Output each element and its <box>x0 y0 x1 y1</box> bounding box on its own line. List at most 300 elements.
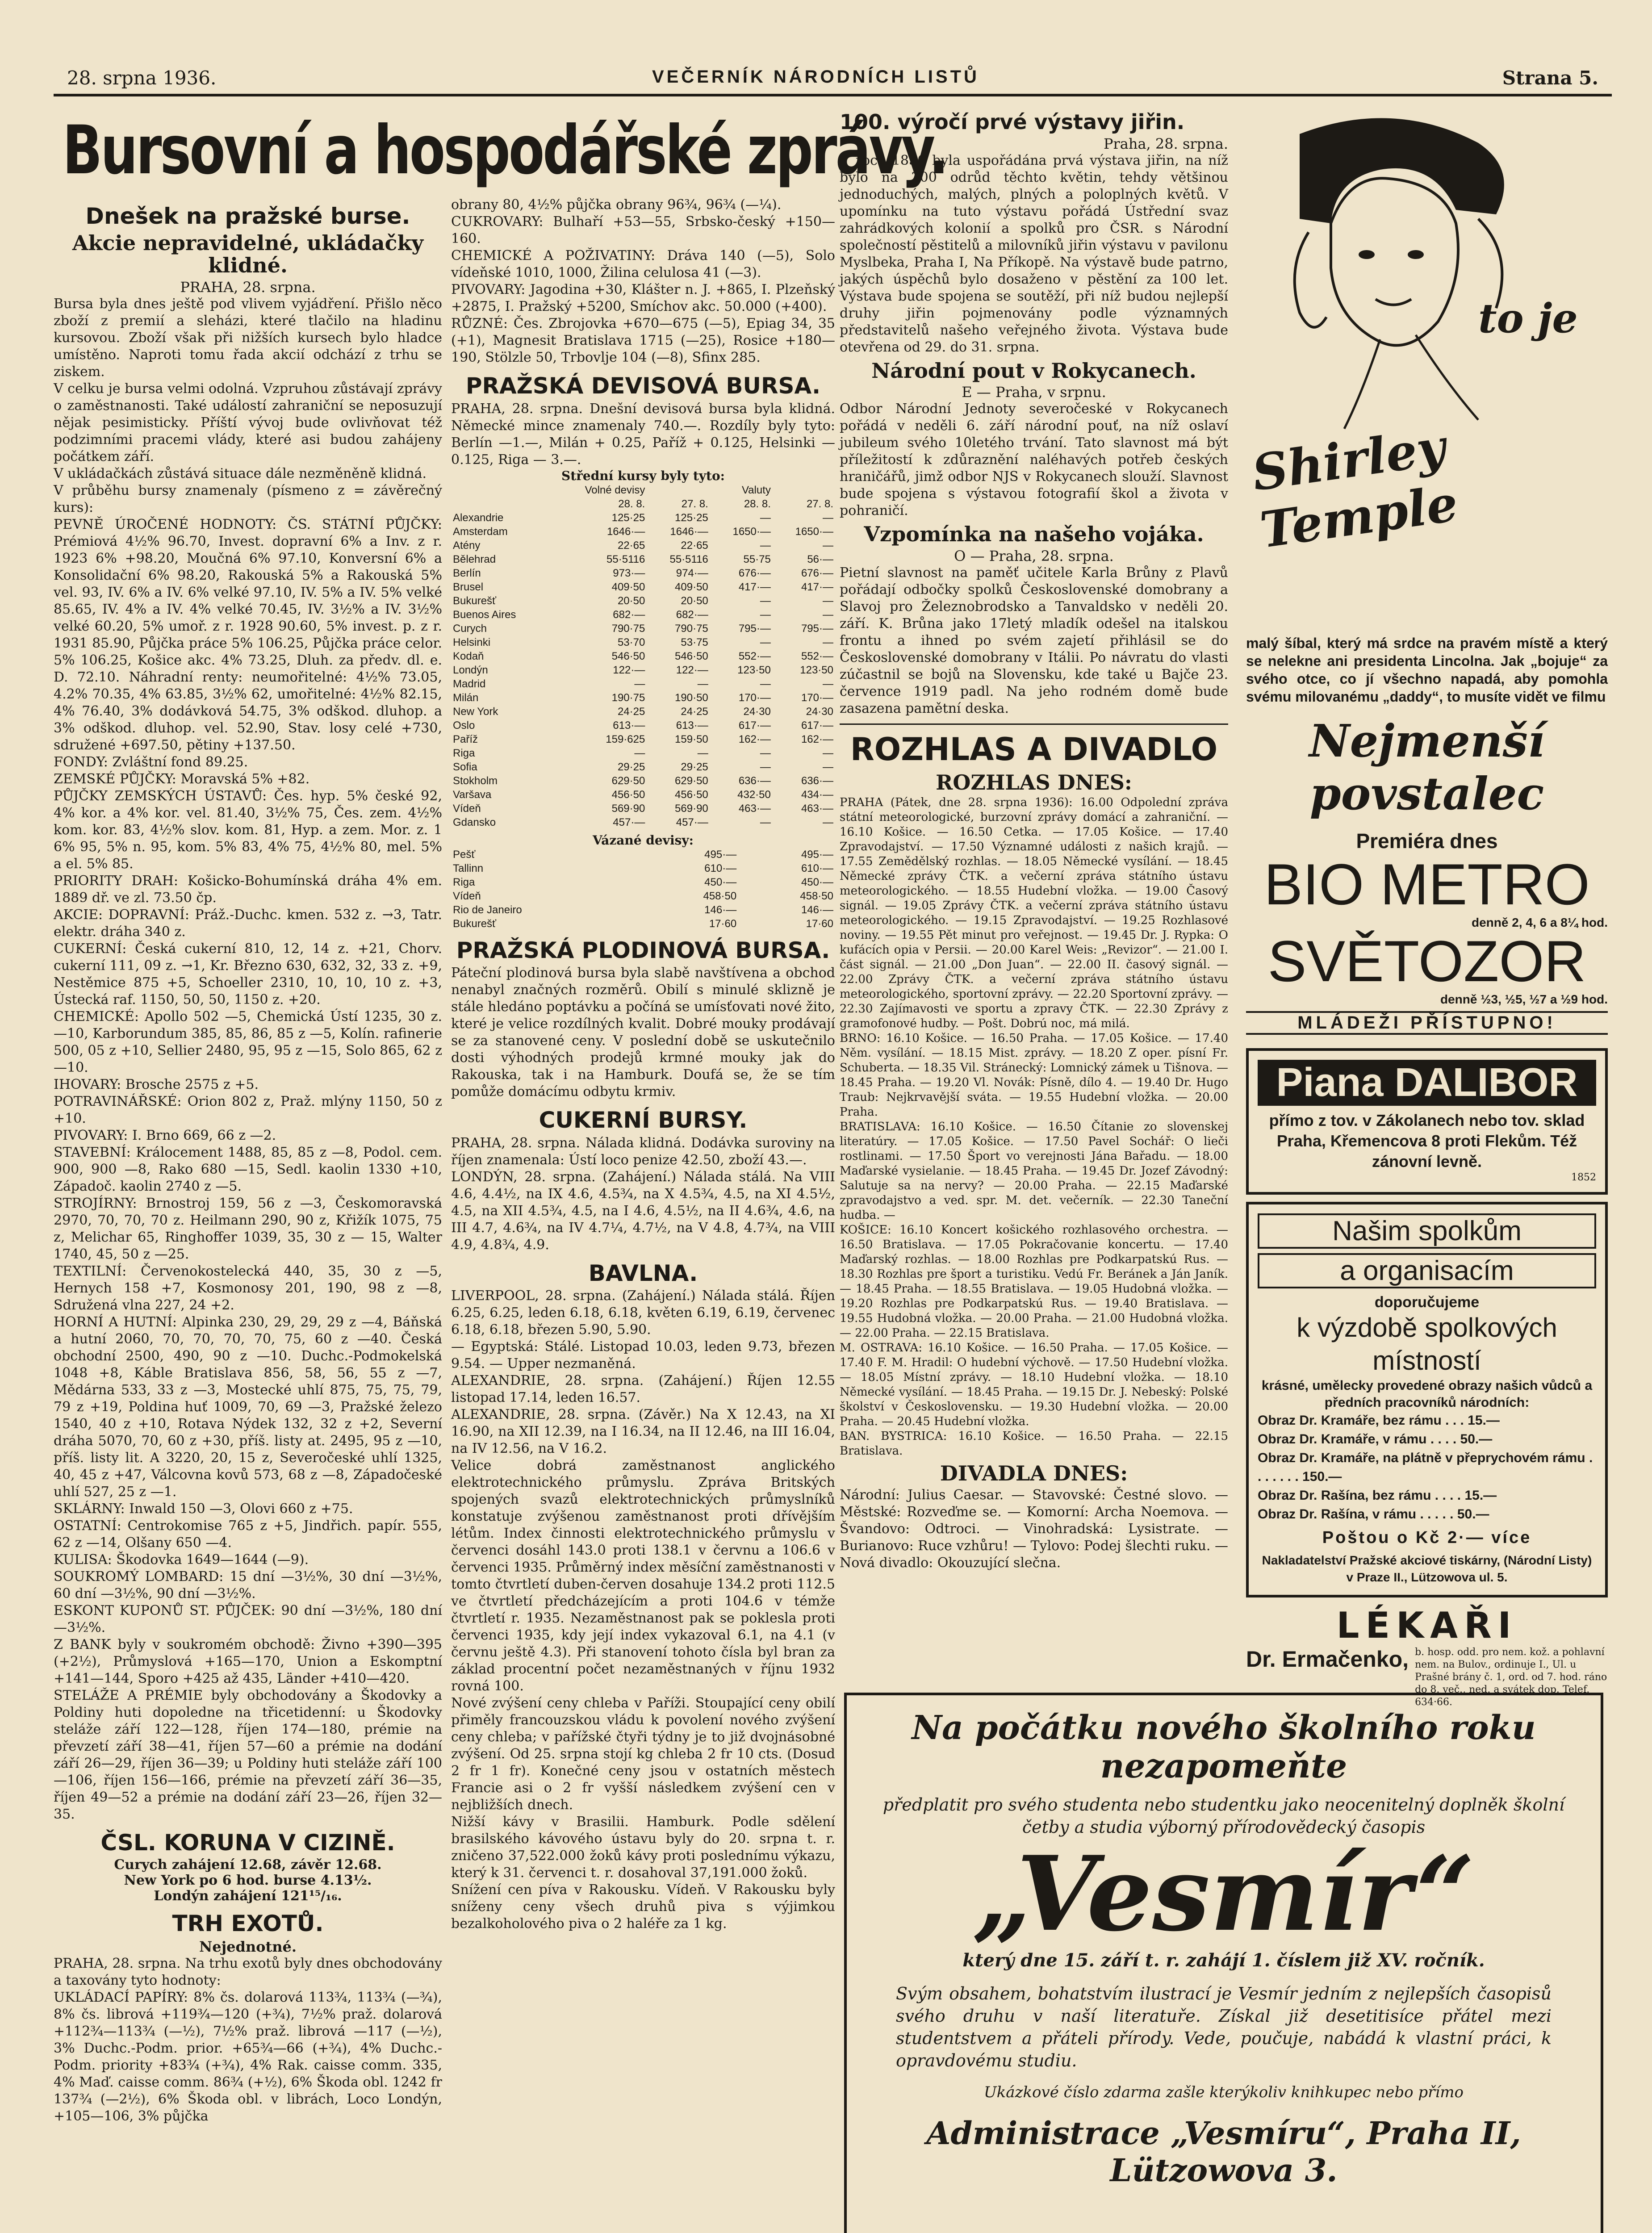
table-body <box>451 848 835 931</box>
table-cell: 1646·— <box>670 525 708 538</box>
koruna-line: New York po 6 hod. burse 4.13½. <box>124 1873 372 1889</box>
table-cell: 434·— <box>801 788 833 801</box>
piano-title: Piana DALIBOR <box>1258 1060 1596 1106</box>
piano-text: přímo z tov. v Zákolanech nebo tov. sklad Praha, Křemencova 8 proti Flekům. Též zánovní levně. <box>1269 1111 1585 1171</box>
table-cell: 170·— <box>738 691 771 704</box>
table-cell: 629·50 <box>675 774 708 787</box>
dateline: Praha, 28. srpna. <box>1103 135 1228 152</box>
table-row <box>451 815 835 829</box>
paragraph: STROJÍRNY: Brnostroj 159, 56 z —3, Českomoravská 2970, 70, 70, 70 z. Heilmann 290, 90 z, Křižík 1075, 75 z, Melichar 65, Ringhoffer 1039, 35, 30 z — 15, Walter 1740, 45, 50 z —25. <box>54 1195 442 1262</box>
radio-ostrava: M. OSTRAVA: 16.10 Košice. — 16.50 Praha. — 17.05 Košice. — 17.40 F. M. Hradil: O hudební výchově. — 17.50 Hudební vložka. — 18.05 Místní zprávy. — 18.10 Hudební vložka. — 18.10 Německé vysílání. — 18.45 Praha. — 19.15 Dr. J. Nebeský: Polské školství v Československu. — 19.30 Hudební vložka. — 20.00 Praha. — 20.45 Hudební vložka. <box>840 1341 1228 1429</box>
table-cell: Madrid <box>453 677 486 690</box>
showtimes: denně ½3, ½5, ½7 a ½9 hod. <box>1440 992 1608 1006</box>
table-row <box>451 760 835 774</box>
table-cell: 24·30 <box>743 705 771 718</box>
table-cell: 463·— <box>738 802 771 815</box>
table-cell: 613·— <box>676 719 708 732</box>
section-heading: DIVADLA DNES: <box>940 1461 1128 1486</box>
table-cell: — <box>823 636 833 648</box>
column-3 <box>840 107 1228 1679</box>
paragraph: Páteční plodinová bursa byla slabě navštívena a obchod nenabyl značných rozměrů. Obilí s minulé sklizně je stále hledáno poptávku a počíná se umísťovati nové žito, které je velice rozdílných kvalit. Dobré mouky prodávají se za stanovené ceny. V poslední době se uskutečnilo dosti výhodných prodejů krmné mouky jak do Rakouska, tak i na Hamburk. Doufá se, že se tím pomůže domácímu odbytu krmiv. <box>451 965 835 1100</box>
paragraph: POTRAVINÁŘSKÉ: Orion 802 z, Praž. mlýny 1150, 50 z +10. <box>54 1093 442 1126</box>
table-cell: Bukurešť <box>453 594 497 607</box>
table-cell: Curych <box>453 622 487 635</box>
table-cell: — <box>823 608 833 621</box>
table-cell: — <box>760 511 771 524</box>
table-cell: 546·50 <box>675 650 708 662</box>
table-cell: 125·25 <box>611 511 645 524</box>
table-cell: 629·50 <box>611 774 645 787</box>
vesmir-name: „Vesmír“ <box>972 1834 1475 1954</box>
table-cell: Berlín <box>453 567 481 579</box>
table-cell: Vídeň <box>453 802 481 815</box>
table-cell: — <box>760 816 771 828</box>
table-cell: 457·— <box>676 816 708 828</box>
radio-praha: PRAHA (Pátek, dne 28. srpna 1936): 16.00 Odpolední zpráva státní meteorologické, burzovní zprávy domácí a zahraniční. — 16.10 Košice. — 16.50 Cetka. — 17.05 Košice. — 17.40 Zpravodajství. — 17.50 Významné události z našich krajů. — 17.55 Zemědělský rozhlas. — 18.05 Německé vysílání. — 18.45 Německé zprávy ČTK. a večerní zpráva státního ústavu meteorologického. — 18.55 Hudební vložka. — 19.00 Časový signál. — 19.05 Zprávy ČTK. a večerní zpráva státního ústavu meteorologického. — 19.15 Zpravodajství. — 19.25 Rozhlasové noviny. — 19.55 Pět minut pro veřejnost. — 19.45 Dr. J. Rypka: O kufácích opia v Persii. — 20.00 Karel Weis: „Revizor“. — 21.00 I. část signál. — 21.00 „Don Juan“. — 22.00 II. časový signál. — 22.00 Zprávy ČTK. a večerní zpráva státního ústavu meteorologického, sportovní zprávy. — 22.20 Sportovní zprávy. — 22.30 Zajímavosti ve sportu a zpravy ČTK. — 22.30 Zprávy z gramofonové hudby. — Pošt. Dobrú noc, má milá. <box>840 796 1228 1031</box>
table-cell: Alexandrie <box>453 511 504 524</box>
table-cell: Milán <box>453 691 479 704</box>
dateline: O — Praha, 28. srpna. <box>954 547 1114 565</box>
table-cell: — <box>697 677 708 690</box>
vesmir-body: Svým obsahem, bohatstvím ilustrací je Vesmír jedním z nejlepších časopisů svého druhu v naší literatuře. Získal již desetitisíce přátel mezi studentstvem a přáteli přírody. Vede, poučuje, nabádá k vlastní práci, k opravdovému studiu. <box>896 1984 1552 2070</box>
ad-heading: a organisacím <box>1258 1253 1596 1288</box>
table-header-cell <box>451 483 551 497</box>
table-cell: 676·— <box>801 567 833 579</box>
table-cell: 973·— <box>613 567 645 579</box>
table-cell: 417·— <box>738 581 771 593</box>
table-cell: 682·— <box>676 608 708 621</box>
paragraph: Z BANK byly v soukromém obchodě: Živno +390—395 (+2½), Průmyslová +165—170, Union a Eskomptní +141—144, Sporo +425 až 435, Länder +410—420. <box>54 1636 442 1686</box>
table-cell: 676·— <box>738 567 771 579</box>
table-cell: 610·— <box>704 862 737 874</box>
cinema-name: BIO METRO <box>1264 852 1590 917</box>
table-cell: 795·— <box>801 622 833 635</box>
paragraph: UKLÁDACÍ PAPÍRY: 8% čs. dolarová 113¾, 113¾ (—¾), 8% čs. librová +119¾—120 (+¾), 7½% praž. dolarová +112¾—113¾ (—½), 7½% praž. librová —117 (—½), 3% Duchc.-Podm. prior. +65¾—66 (+¾), 4% Duchc.-Podm. priority +83¾ (+¾), 4% Rak. caisse comm. 335, 4% Maď. caisse comm. 86¾ (+½), 6% Škoda obl. 1242 fr 137¾ (—2½), 6% Škoda obl. v librách, Loco Londýn, +105—106, 3% půjčka <box>54 1989 442 2124</box>
table-header-cell: Volné devisy <box>585 484 645 496</box>
table-header-row <box>451 483 835 497</box>
table-title: Vázané devisy: <box>593 832 694 848</box>
price-item: Obraz Dr. Kramáře, bez rámu . . . 15.— <box>1258 1413 1500 1428</box>
table-cell: Vídeň <box>453 890 481 902</box>
price-list <box>1258 1411 1596 1524</box>
paragraph: CUKERNÍ: Česká cukerní 810, 12, 14 z. +21, Chorv. cukerní 111, 09 z. →1, Kr. Březno 630, 632, 32, 33 z. +9, Nestěmice 875 +5, Schoeller 2310, 10, 10, 10 z. +3, Ústecká raf. 1150, 50, 50, 1150 z. +20. <box>54 941 442 1008</box>
paragraph: HORNÍ A HUTNÍ: Alpinka 230, 29, 29, 29 z —4, Báňská a hutní 2060, 70, 70, 70, 70, 75, 60 z —40. Česká obchodní 2500, 490, 90 z —10. Duchc.-Podmokelská 1048 +8, Káble Bratislava 856, 58, 56, 55 z —7, Mědárna 533, 33 z —3, Mostecké uhlí 875, 75, 75, 79, 79 z +19, Poldina huť 1009, 70, 69 —3, Pražské železo 1540, 40 z +10, Rotava Nýdek 132, 32 z +2, Severní dráha 5070, 70, 60 z +30, příš. listy at. 2495, 95 z —10, příš. listy lit. A 3220, 20, 15 z, Severočeské uhlí 1325, 40, 45 z +47, Válcovna kovů 573, 68 z —8, Západočeské uhlí 527, 25 z —1. <box>54 1314 442 1500</box>
table-cell: — <box>760 539 771 552</box>
column-4 <box>1246 107 1608 1708</box>
table-cell: 552·— <box>738 650 771 662</box>
paragraph: PIVOVARY: Jagodina +30, Klášter n. J. +865, I. Plzeňský +2875, I. Pražský +5200, Smíchov akc. 50.000 (+400). <box>451 282 835 314</box>
paragraph: PRAHA, 28. srpna. Nálada klidná. Dodávka suroviny na říjen znamenala: Ústí loco penize 42.50, zboží 43.—. <box>451 1135 835 1168</box>
paragraph: ZEMSKÉ PŮJČKY: Moravská 5% +82. <box>54 771 310 787</box>
paragraph: V celku je bursa velmi odolná. Vzpruhou zůstávají zprávy o zaměstnanosti. Také událostí zahraniční se neposuzují nějak pesimisticky. Příští vývoj bude ovlivňovat též podzimními pracemi vlády, které asi budou zahájeny počátkem září. <box>54 381 442 464</box>
portrait-drawing <box>1246 107 1608 634</box>
table-cell: — <box>634 747 645 759</box>
table-header-cell: 28. 8. <box>618 498 645 510</box>
table-cell: 170·— <box>801 691 833 704</box>
table-row <box>451 691 835 705</box>
table-cell: Amsterdam <box>453 525 508 538</box>
table-row <box>451 677 835 691</box>
table-cell: 682·— <box>613 608 645 621</box>
paragraph: Pietní slavnost na paměť učitele Karla Brůny z Plavů pořádají odbočky spolků Československé domobrany a Slavoj pro Železnobrodsko a Tanvaldsko v neděli 20. září. K. Brůna jako 17letý mladík odešel na italskou frontu a ihned po svém zajetí přihlásil se do Československé domobrany v Itálii. Po návratu do vlasti zúčastnil se bojů na Slovensku, kde také u Bajče 23. července 1919 padl. Na jeho rodném domě bude zasazena pamětní deska. <box>840 565 1228 716</box>
table-cell: 122·— <box>613 664 645 676</box>
table-cell: 123·50 <box>737 664 771 676</box>
table-cell: 22·65 <box>681 539 708 552</box>
paragraph: obrany 80, 4½% půjčka obrany 96¾, 96¾ (—¼). <box>451 197 782 213</box>
table-cell: Bukurešť <box>453 917 497 930</box>
section-heading: PRAŽSKÁ PLODINOVÁ BURSA. <box>456 937 830 963</box>
table-cell: — <box>760 747 771 759</box>
paragraph: PEVNĚ ÚROČENÉ HODNOTY: ČS. STÁTNÍ PŮJČKY: Prémiová 4½% 96.70, Invest. dopravní 6% a Inv. z r. 1923 6% +98.20, Moučná 6% 97.10, Konversní 6% a Konsolidační 6% 98.20, Rakouská 5% a Rakouská 5% vel. 93, IV. 6% a IV. 6% velké 97.10, IV. 5% a IV. 5% velké 85.65, IV. 4% a IV. 4% velké 70.45, IV. 3½% a IV. 3½% velké 60.20, 5% umoř. z r. 1928 90.60, 5% invest. p. z r. 1931 85.90, Půjčka práce 5% 106.25, Půjčka práce celor. 5% 106.25, Košice akc. 4% 73.25, Dluh. za předv. dl. e. D. 72.10. Náhradní renty: neumořitelné: 4½% 73.05, 4.2% 70.35, 4% 63.85, 3½% 62, umořitelné: 4½% 82.15, 4% 76.40, 3% dodávková 54.75, 3% odškod. dluhop. a 3% odškod. dluhop. vel. 52.90, Stav. losy celé +730, sdružené +697.50, pětiny +137.50. <box>54 516 442 753</box>
table-row <box>451 788 835 802</box>
table-row <box>451 774 835 788</box>
paragraph: OSTATNÍ: Centrokomise 765 z +5, Jindřich. papír. 555, 62 z —14, Olšany 650 —4. <box>54 1518 442 1551</box>
table-cell: 29·25 <box>681 761 708 773</box>
section-heading: TRH EXOTŮ. <box>172 1911 324 1937</box>
table-cell: 409·50 <box>611 581 645 593</box>
page-number: Strana 5. <box>1502 67 1598 89</box>
paragraph: PRAHA, 28. srpna. Na trhu exotů byly dnes obchodovány a taxovány tyto hodnoty: <box>54 1955 442 1988</box>
table-cell: Brusel <box>453 581 484 593</box>
table-cell: Varšava <box>453 788 492 801</box>
vazane-devisy-table <box>451 848 835 931</box>
table-row <box>451 917 835 931</box>
table-body <box>451 511 835 829</box>
table-row <box>451 594 835 608</box>
table-row <box>451 875 835 889</box>
table-cell: 123·50 <box>800 664 833 676</box>
paragraph: V roce 1836 byla uspořádána prvá výstava jiřin, na níž bylo na 200 odrůd těchto květin, tehdy většinou jednoduchých, malých, plných a poloplných květů. V upomínku na tuto výstavu pořádá Ústřední svaz zahrádkových kolonií a spolků pro ČSR. s Národní společností pěstitelů a milovníků jiřin výstavu v pavilonu Myslbeka, Praha I, Na Příkopě. Na výstavě bude patrno, jakých úspěchů bylo dosaženo v pěstění za 100 let. Výstava bude spojena se soutěží, při níž budou nejlepší druhy jiřin pojmenovány podle významných představitelů našeho veřejného života. Výstava bude otevřena od 29. do 31. srpna. <box>840 152 1228 355</box>
rozhlas-header: ROZHLAS A DIVADLO <box>850 731 1218 768</box>
table-cell: 463·— <box>801 802 833 815</box>
paragraph: LONDÝN, 28. srpna. (Zahájení.) Nálada stálá. Na VIII 4.6, 4.4½, na IX 4.6, 4.5¾, na X 4.5¾, 4.5, na XI 4.5½, 4.5, na XII 4.5¾, 4.5, na I 4.6, 4.5½, na II 4.6¾, 4.6, na III 4.7, 4.6¾, na IV 4.7¼, 4.7½, na V 4.8, 4.7¾, na VIII 4.9, 4.8¾, 4.9. <box>451 1169 835 1253</box>
table-row <box>451 861 835 875</box>
table-cell: 610·— <box>801 862 833 874</box>
table-row <box>451 663 835 677</box>
paragraph: KULISA: Škodovka 1649—1644 (—9). <box>54 1551 309 1568</box>
piano-ad <box>1246 1048 1608 1195</box>
table-cell: 450·— <box>801 876 833 888</box>
table-cell: 495·— <box>704 848 737 861</box>
table-row <box>451 746 835 760</box>
paragraph: TEXTILNÍ: Červenokostelecká 440, 35, 30 z —5, Hernych 158 +7, Kosmonosy 201, 190, 98 z —8, Sdružená vlna 227, 24 +2. <box>54 1263 442 1313</box>
table-cell: Bělehrad <box>453 553 496 565</box>
table-cell: New York <box>453 705 498 718</box>
table-cell: 53·70 <box>617 636 645 648</box>
koruna-line: Curych zahájení 12.68, závěr 12.68. <box>114 1857 382 1873</box>
table-header-cell: Valuty <box>741 484 771 496</box>
shirley-temple-illustration <box>1246 107 1608 634</box>
table-cell: 1650·— <box>795 525 833 538</box>
table-cell: — <box>823 539 833 552</box>
vesmir-sample: Ukázkové číslo zdarma zašle kterýkoliv knihkupec nebo přímo <box>984 2083 1464 2101</box>
table-cell: Stokholm <box>453 774 498 787</box>
table-cell: 458·50 <box>800 890 833 902</box>
doctor-text: b. hosp. odd. pro nem. kož. a pohlavní nem. na Bulov., ordinuje I., Ul. u Prašné brány č. 1, ord. od 7. hod. ráno do 8. več., ned. a svátek dop. Telef. 634·66. <box>1415 1647 1607 1708</box>
table-row <box>451 719 835 732</box>
table-row <box>451 622 835 636</box>
spolky-ad <box>1246 1202 1608 1597</box>
table-cell: 17·60 <box>709 917 737 930</box>
table-header-cell: 27. 8. <box>681 498 708 510</box>
ad-line: doporučujeme <box>1374 1294 1480 1311</box>
table-cell: — <box>760 608 771 621</box>
table-cell: 1646·— <box>606 525 645 538</box>
table-cell: Riga <box>453 876 475 888</box>
table-cell: — <box>823 816 833 828</box>
banner: MLÁDEŽI PŘÍSTUPNO! <box>1246 1011 1608 1035</box>
table-row <box>451 511 835 525</box>
ad-text: krásné, umělecky provedené obrazy našich vůdců a předních pracovníků národních: <box>1261 1378 1593 1410</box>
table-cell: 55·5116 <box>669 553 708 565</box>
column-2 <box>451 197 835 2233</box>
radio-bystrica: BAN. BYSTRICA: 16.10 Košice. — 16.50 Praha. — 22.15 Bratislava. <box>840 1430 1228 1458</box>
table-header-cell <box>451 497 551 511</box>
table-cell: 790·75 <box>611 622 645 635</box>
table-row <box>451 649 835 663</box>
vesmir-admin: Lützowova 3. <box>1110 2152 1338 2189</box>
table-cell: 56·— <box>807 553 833 565</box>
price-item: Obraz Dr. Rašína, v rámu . . . . . 50.— <box>1258 1507 1489 1522</box>
table-row <box>451 525 835 539</box>
table-cell: — <box>697 747 708 759</box>
table-cell: Paříž <box>453 733 478 745</box>
section-heading: ČSL. KORUNA V CIZINĚ. <box>100 1829 395 1856</box>
table-cell: 146·— <box>704 903 737 916</box>
paragraph: STELÁŽE A PRÉMIE byly obchodovány a Škodovky a Poldiny huti dopoledne na třicetidenní: u Škodovky steláže září 122—128, říjen 174—180, prémie na převzetí září 38—41, říjen 57—60 a prémie na dodání září 26—29, říjen 36—39; u Poldiny huti steláže září 100—106, říjen 156—166, prémie na převzetí září 36—35, říjen 49—52 a prémie na dodání září 23—26, říjen 32—35. <box>54 1687 442 1822</box>
paragraph: CHEMICKÉ A POŽIVATINY: Dráva 140 (—5), Solo vídeňské 1010, 1000, Žilina celulosa 41 (—3). <box>451 248 835 280</box>
table-header-cell: 28. 8. <box>744 498 771 510</box>
table-cell: — <box>823 511 833 524</box>
table-title: Střední kursy byly tyto: <box>561 468 725 483</box>
table-row <box>451 636 835 649</box>
price-item: Obraz Dr. Kramáře, v rámu . . . . 50.— <box>1258 1432 1493 1447</box>
table-cell: 55·5116 <box>606 553 645 565</box>
date: 28. srpna 1936. <box>67 67 217 89</box>
paragraph: RŮZNÉ: Čes. Zbrojovka +670—675 (—5), Epiag 34, 35 (+1), Magnesit Bratislava 1715 (—25), Rosice +180—190, Stölzle 50, Trbovlje 104 (—8), Sfinx 285. <box>451 316 835 365</box>
paragraph: Snížení cen píva v Rakousku. Vídeň. V Rakousku byly sníženy ceny všech druhů piva s výjimkou bezalkoholového piva o 2 haléře za 1 kg. <box>451 1882 835 1932</box>
table-cell: 613·— <box>613 719 645 732</box>
table-row <box>451 580 835 594</box>
table-cell: 636·— <box>738 774 771 787</box>
table-cell: 125·25 <box>675 511 708 524</box>
table-cell: 617·— <box>738 719 771 732</box>
paragraph: PRIORITY DRAH: Košicko-Bohumínská dráha 4% em. 1889 dř. ve zl. 73.50 čp. <box>54 873 442 906</box>
table-cell: 24·25 <box>681 705 708 718</box>
film-title: Nejmenší povstalec <box>1309 715 1545 820</box>
table-cell: 20·50 <box>681 594 708 607</box>
table-cell: 190·75 <box>611 691 645 704</box>
table-cell: — <box>634 677 645 690</box>
article-headline: Národní pout v Rokycanech. <box>871 358 1196 383</box>
table-row <box>451 608 835 622</box>
radio-brno: BRNO: 16.10 Košice. — 16.50 Praha. — 17.05 Košice. — 17.40 Něm. vysílání. — 18.15 Mist. zprávy. — 18.20 Z oper. písní Fr. Schuberta. — 18.35 Vil. Stránecký: Lomnický zámek u Tišnova. — 18.45 Praha. — 19.20 Vl. Novák: Písně, dílo 4. — 19.40 Dr. Hugo Traub: Nejkrvavější sváta. — 19.55 Hudební vložka. — 20.00 Praha. <box>840 1032 1228 1119</box>
table-cell: — <box>823 677 833 690</box>
table-cell: 569·90 <box>611 802 645 815</box>
table-cell: 159·50 <box>675 733 708 745</box>
table-cell: — <box>760 677 771 690</box>
table-cell: 159·625 <box>606 733 645 745</box>
table-cell: 450·— <box>704 876 737 888</box>
table-cell: Kodaň <box>453 650 484 662</box>
showtimes: denně 2, 4, 6 a 8¼ hod. <box>1472 916 1608 929</box>
table-row <box>451 732 835 746</box>
table-cell: Londýn <box>453 664 488 676</box>
table-cell: 20·50 <box>617 594 645 607</box>
devisy-table <box>451 483 835 829</box>
table-cell: 162·— <box>801 733 833 745</box>
vesmir-title: nezapomeňte <box>1100 1747 1347 1786</box>
table-cell: — <box>760 636 771 648</box>
dateline: PRAHA, 28. srpna. <box>180 278 316 296</box>
table-cell: 146·— <box>801 903 833 916</box>
table-cell: — <box>823 761 833 773</box>
table-cell: 190·50 <box>675 691 708 704</box>
vesmir-admin: Administrace „Vesmíru“, Praha II, <box>926 2115 1521 2152</box>
table-cell: 122·— <box>676 664 708 676</box>
table-cell: Atény <box>453 539 481 552</box>
table-row <box>451 802 835 815</box>
section-heading: PRAŽSKÁ DEVISOVÁ BURSA. <box>465 373 821 399</box>
table-row <box>451 889 835 903</box>
table-cell: Gdansko <box>453 816 496 828</box>
table-cell: Buenos Aires <box>453 608 516 621</box>
paragraph: — Egyptská: Stálé. Listopad 10.03, leden 9.73, březen 9.54. — Upper nezmaněná. <box>451 1339 835 1372</box>
paragraph: SOUKROMÝ LOMBARD: 15 dní —3½%, 30 dní —3½%, 60 dní —3½%, 90 dní —3½%. <box>54 1568 442 1602</box>
dateline: E — Praha, v srpnu. <box>962 384 1106 401</box>
paragraph: Nové zvýšení ceny chleba v Paříži. Stoupající ceny obilí přiměly francouzskou vládu k povolení nového zvýšení ceny chleba; v pařížské čtyři týdny je to již dvojnásobné zvýšení. Od 25. srpna stojí kg chleba 2 fr 10 cts. (Dosud 2 fr 1 fr). Konečné ceny jsou v ostatních městech Francie asi o 2 fr vyšší následkem zvýšení cen v nejbližších dnech. <box>451 1695 835 1813</box>
table-cell: 24·30 <box>806 705 833 718</box>
header-rule <box>54 94 1612 96</box>
price-item: Obraz Dr. Kramáře, na plátně v přeprychovém rámu . . . . . . . 150.— <box>1258 1451 1593 1484</box>
paragraph: ESKONT KUPONŮ ST. PŮJČEK: 90 dní —3½%, 180 dní —3½%. <box>54 1602 442 1635</box>
ad-star-name: Shirley Temple <box>1248 418 1461 559</box>
section-heading: CUKERNÍ BURSY. <box>539 1107 748 1133</box>
article-headline: 100. výročí prvé výstavy jiřin. <box>840 110 1185 134</box>
table-cell: 795·— <box>738 622 771 635</box>
koruna-line: Londýn zahájení 121¹⁵/₁₆. <box>154 1888 342 1904</box>
ad-number: 1852 <box>1571 1172 1596 1183</box>
table-cell: 162·— <box>738 733 771 745</box>
paragraph: CUKROVARY: Bulhaří +53—55, Srbsko-český +150—160. <box>451 214 835 247</box>
paragraph: PŮJČKY ZEMSKÝCH ÚSTAVŮ: Čes. hyp. 5% české 92, 4% kor. a 4% kor. vel. 81.40, 3½% 75, Čes. zem. 4½% kom. kor. 83, 4½% slov. kom. 81, Hyp. a zem. Mor. z. 1 6% 95, 5% n. 95, kom. 5% 83, 4% 75, 4½% 80, mel. 5% a el. 5% 85. <box>54 788 442 872</box>
table-cell: — <box>760 761 771 773</box>
table-cell: Helsinki <box>453 636 491 648</box>
table-cell: 409·50 <box>675 581 708 593</box>
table-cell: 546·50 <box>611 650 645 662</box>
section-heading: ROZHLAS DNES: <box>936 770 1132 795</box>
table-row <box>451 903 835 917</box>
vesmir-intro: předplatit pro svého studenta nebo studentku jako neocenitelný doplněk školní četby a studia výborný přírodovědecký časopis <box>882 1795 1565 1837</box>
section-heading: BAVLNA. <box>588 1260 698 1286</box>
table-cell: Sofia <box>453 761 477 773</box>
table-cell: Riga <box>453 747 475 759</box>
ad-heading: Našim spolkům <box>1258 1213 1596 1249</box>
article-subheadline: Akcie nepravidelné, ukládačky klidné. <box>72 230 424 278</box>
price-item: Obraz Dr. Rašína, bez rámu . . . . 15.— <box>1258 1488 1497 1503</box>
paragraph: Odbor Národní Jednoty severočeské v Rokycanech pořádá v neděli 6. září národní pouť, na níž oslaví jubileum svého 10letého trvání. Tato slavnost má být příležitostí k zdůraznění naléhavých potřeb českých hraničářů, jimž odbor NJS v Rokycanech slouží. Slavnost bude spojena s výstavou fotografií škol a života v pohraničí. <box>840 401 1228 519</box>
table-cell: 456·50 <box>675 788 708 801</box>
table-cell: 457·— <box>613 816 645 828</box>
table-cell: 790·75 <box>675 622 708 635</box>
vesmir-ad <box>844 1693 1603 2233</box>
ad-text: malý šíbal, který má srdce na pravém místě a který se nelekne ani presidenta Lincolna. Jak „bojuje“ za svého otce, co jí všechno napadá, aby pomohla svému milovanému „daddy“, to musíte vidět ve filmu <box>1246 635 1608 705</box>
subheading: Nejednotné. <box>199 1938 297 1955</box>
paragraph: Velice dobrá zaměstnanost anglického elektrotechnického průmyslu. Zpráva Britských spojených svazů elektrotechnických průmyslníků konstatuje zvýšenou zaměstnanost proti dřívějším létům. Index činnosti elektrotechnického průmyslu v červenci dosáhl 143.0 proti 138.1 v červnu a 106.6 v červenci 1935. Průměrný index měsíční zaměstnanosti v tomto čtvrtletí duben-červen dosahuje 134.2 proti 112.5 ve čtvrtletí předcházejícím a proti 104.6 v témže čtvrtletí r. 1935. Nezaměstnanost pak se poklesla proti červenci 1935, kdy její index vykazoval 6.1, na 4.1 (v červnu ještě 4.3). Při stanovení tohoto čísla byl bran za základ procentní počet nezaměstnaných v říjnu 1932 rovná 100. <box>451 1458 835 1694</box>
paragraph: ALEXANDRIE, 28. srpna. (Zahájení.) Říjen 12.55 listopad 17.14, leden 16.57. <box>451 1373 835 1405</box>
table-header-cell: 27. 8. <box>806 498 833 510</box>
cinema-name: SVĚTOZOR <box>1267 928 1586 994</box>
table-cell: 495·— <box>801 848 833 861</box>
lekari-heading: LÉKAŘI <box>1336 1605 1518 1646</box>
table-cell: 55·75 <box>743 553 771 565</box>
doctor-name: Dr. Ermačenko, <box>1246 1647 1409 1672</box>
ad-tagline: to je <box>1478 295 1578 342</box>
table-row <box>451 705 835 719</box>
paragraph: IHOVARY: Brosche 2575 z +5. <box>54 1076 259 1092</box>
publisher: Nakladatelství Pražské akciové tiskárny, (Národní Listy) v Praze II., Lützowova ul. 5. <box>1262 1553 1592 1584</box>
table-cell: 617·— <box>801 719 833 732</box>
table-header-cell <box>647 483 710 497</box>
table-cell: 17·60 <box>806 917 833 930</box>
article-headline: Dnešek na pražské burse. <box>85 203 410 229</box>
section-title: Bursovní a hospodářské zprávy. <box>63 112 947 189</box>
table-cell: Oslo <box>453 719 475 732</box>
vesmir-line: který dne 15. září t. r. zahájí 1. číslem již XV. ročník. <box>962 1950 1485 1971</box>
theatre-listing: Národní: Julius Caesar. — Stavovské: Čestné slovo. — Městské: Rozveďme se. — Komorní: Archa Noemova. — Švandovo: Odtroci. — Vinohradská: Lysistrate. — Burianovo: Ruce vzhůru! — Tylovo: Podej šlechti ruku. — Nová divadlo: Okouzující slečna. <box>840 1487 1228 1571</box>
table-cell: Rio de Janeiro <box>453 903 522 916</box>
paragraph: PIVOVARY: I. Brno 669, 66 z —2. <box>54 1127 276 1143</box>
table-cell: 417·— <box>801 581 833 593</box>
paragraph: LIVERPOOL, 28. srpna. (Zahájení.) Nálada stálá. Říjen 6.25, 6.25, leden 6.18, 6.18, květen 6.19, 6.19, červenec 6.18, 6.18, březen 5.90, 5.90. <box>451 1288 835 1338</box>
masthead: VEČERNÍK NÁRODNÍCH LISTŮ <box>652 67 979 87</box>
table-cell: 53·75 <box>681 636 708 648</box>
table-cell: 1650·— <box>732 525 771 538</box>
paragraph: V ukládačkách zůstává situace dále nezměněně klidná. <box>54 465 427 481</box>
table-cell: 569·90 <box>675 802 708 815</box>
table-cell: Tallinn <box>453 862 484 874</box>
vesmir-title: Na počátku nového školního roku <box>912 1709 1536 1747</box>
paragraph: STAVEBNÍ: Králocement 1488, 85, 85 z —8, Podol. cem. 900, 900 —8, Rako 680 —15, Sedl. kaolin 1330 +10, Západoč. kaolin 2740 z —5. <box>54 1144 442 1194</box>
column-1 <box>54 197 442 2233</box>
paragraph: ALEXANDRIE, 28. srpna. (Závěr.) Na X 12.43, na XI 16.90, na XII 12.39, na I 16.34, na II 12.46, na III 16.04, na IV 12.56, na V 16.2. <box>451 1407 835 1456</box>
table-cell: 24·25 <box>617 705 645 718</box>
premiere-label: Premiéra dnes <box>1356 829 1498 853</box>
ad-line: k výzdobě spolkových místností <box>1297 1313 1557 1376</box>
paragraph: PRAHA, 28. srpna. Dnešní devisová bursa byla klidná. Německé mince znamenaly 740.—. Rozdíly byly tyto: Berlín —1.—, Milán + 0.25, Paříž + 0.125, Helsinki — 0.125, Riga — 3.—. <box>451 401 835 468</box>
paragraph: Bursa byla dnes ještě pod vlivem vyjádření. Přišlo něco zboží z premií a sleházi, které tlačilo na hladinu kursovou. Zboží však při nižších kursech bylo hladce umístěno. Naproti tomu řada akcií odchází z trhu se ziskem. <box>54 296 442 380</box>
paragraph: CHEMICKÉ: Apollo 502 —5, Chemická Ústí 1235, 30 z. —10, Karborundum 385, 85, 86, 85 z —5, Kolín. rafinerie 500, 05 z +10, Sellier 2480, 95, 95 z —15, Solo 865, 62 z —10. <box>54 1008 442 1075</box>
table-row <box>451 539 835 552</box>
table-row <box>451 848 835 861</box>
table-cell: 974·— <box>676 567 708 579</box>
table-header-cell <box>773 483 835 497</box>
article-headline: Vzpomínka na našeho vojáka. <box>864 522 1204 547</box>
postage-note: Poštou o Kč 2·— více <box>1322 1528 1532 1547</box>
paragraph: FONDY: Zvláštní fond 89.25. <box>54 754 248 770</box>
paragraph: SKLÁRNY: Inwald 150 —3, Olovi 660 z +75. <box>54 1501 353 1517</box>
table-cell: 458·50 <box>703 890 737 902</box>
paragraph: AKCIE: DOPRAVNÍ: Práž.-Duchc. kmen. 532 z. →3, Tatr. elektr. dráha 340 z. <box>54 907 442 940</box>
table-cell: 22·65 <box>617 539 645 552</box>
paragraph: V průběhu bursy znamenaly (písmeno z = závěrečný kurs): <box>54 482 442 515</box>
table-row <box>451 552 835 566</box>
paragraph: Nižší kávy v Brasilii. Hamburk. Podle sdělení brasilského kávového ústavu byly do 20. srpna t. r. zničeno 37,522.000 žoků kávy proti poslednímu výkazu, který k 31. červenci t. r. dosahoval 37,191.000 žoků. <box>451 1814 835 1881</box>
table-cell: — <box>823 594 833 607</box>
table-cell: Pešť <box>453 848 476 861</box>
radio-kosice: KOŠICE: 16.10 Koncert košického rozhlasového orchestra. — 16.50 Bratislava. — 17.05 Pokračovanie koncertu. — 17.40 Maďarský rozhlas. — 18.00 Rozhlas pre Podkarpatskú Rus. — 18.30 Rozhlas pre šport a turistiku. Vedú Fr. Beránek a Ján Janík. — 18.45 Praha. — 18.55 Bratislava. — 19.05 Hudobná vložka. — 19.20 Rozhlas pre Podkarpatskú Rus. — 19.40 Bratislava. — 19.55 Hudobná vložka. — 20.00 Praha. — 21.00 Hudobná vložka. — 22.00 Praha. — 22.15 Bratislava. <box>840 1223 1228 1340</box>
table-row <box>451 566 835 580</box>
